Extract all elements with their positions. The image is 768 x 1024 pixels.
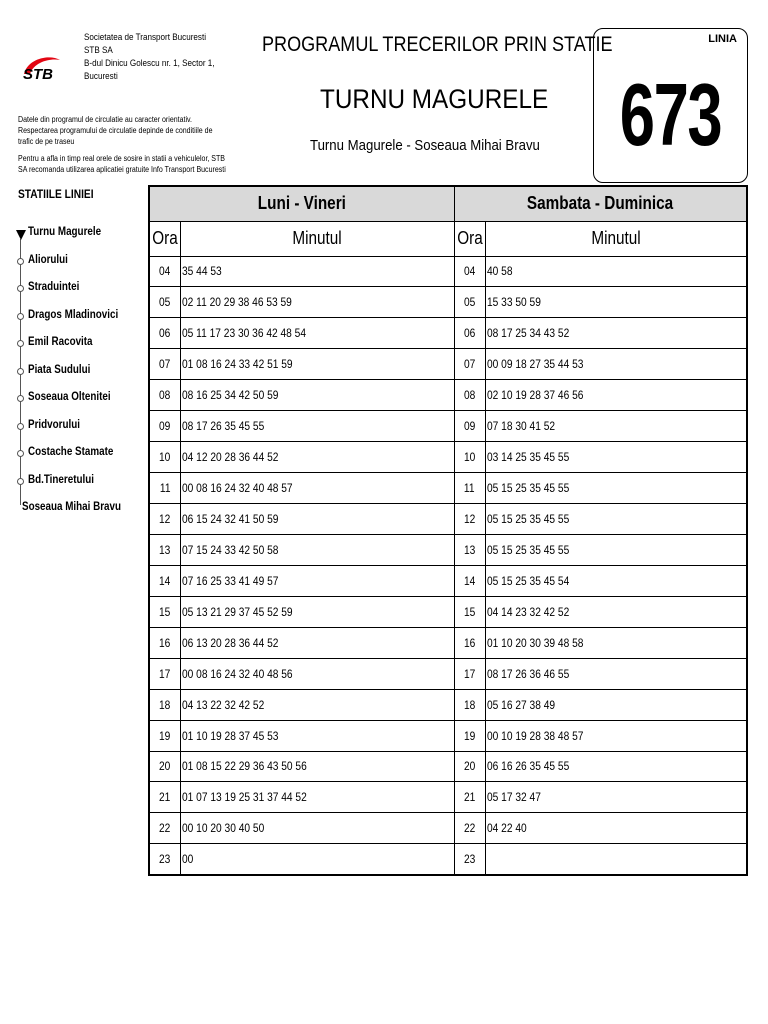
company-line: Bucuresti	[84, 71, 118, 81]
hour-cell: 09	[454, 411, 485, 442]
table-row	[149, 720, 747, 751]
table-row	[149, 442, 747, 473]
hour-cell: 12	[149, 504, 181, 535]
minutes-cell: 05 15 25 35 45 55	[485, 534, 747, 565]
hour-cell: 07	[149, 349, 181, 380]
minutes-cell: 00 08 16 24 32 40 48 57	[181, 473, 455, 504]
hour-cell: 19	[149, 720, 181, 751]
hour-cell: 21	[149, 782, 181, 813]
hour-cell: 16	[454, 627, 485, 658]
hour-column-header: Ora	[454, 221, 485, 256]
line-number-box	[593, 28, 748, 183]
minutes-cell: 05 11 17 23 30 36 42 48 54	[181, 318, 455, 349]
table-row	[149, 813, 747, 844]
weekend-header: Sambata - Duminica	[454, 186, 747, 221]
minutes-cell: 00 10 20 30 40 50	[181, 813, 455, 844]
station-item: Bd.Tineretului	[10, 469, 150, 497]
hour-cell: 18	[149, 689, 181, 720]
minutes-cell: 08 17 26 36 46 55	[485, 658, 747, 689]
minutes-cell: 07 16 25 33 41 49 57	[181, 565, 455, 596]
company-info	[84, 31, 215, 83]
stop-dot-icon	[17, 368, 24, 375]
minutes-cell: 05 15 25 35 45 55	[485, 473, 747, 504]
minutes-cell: 40 58	[485, 256, 747, 287]
minutes-cell: 00 10 19 28 38 48 57	[485, 720, 747, 751]
company-line: Societatea de Transport Bucuresti	[84, 32, 207, 42]
hour-cell: 04	[454, 256, 485, 287]
minutes-cell	[485, 844, 747, 875]
table-row	[149, 473, 747, 504]
hour-cell: 06	[454, 318, 485, 349]
station-item: Soseaua Mihai Bravu	[22, 499, 121, 513]
disclaimer-text: Pentru a afla in timp real orele de sosire in statii a vehiculelor, STB SA recomanda utilizarea aplicatiei gratuite Info Transport Bucuresti	[18, 154, 226, 174]
weekday-header: Luni - Vineri	[149, 186, 454, 221]
schedule-table	[148, 185, 748, 876]
stop-dot-icon	[17, 478, 24, 485]
hour-cell: 11	[454, 473, 485, 504]
hour-cell: 05	[454, 287, 485, 318]
minutes-cell: 08 16 25 34 42 50 59	[181, 380, 455, 411]
table-row	[149, 596, 747, 627]
station-item: Piata Sudului	[10, 359, 150, 387]
hour-cell: 15	[454, 596, 485, 627]
disclaimer-text: Datele din programul de circulatie au caracter orientativ. Respectarea programului de circulatie depinde de conditiile de trafic de pe traseu	[18, 115, 213, 146]
minutes-cell: 08 17 26 35 45 55	[181, 411, 455, 442]
minutes-cell: 05 16 27 38 49	[485, 689, 747, 720]
hour-cell: 20	[454, 751, 485, 782]
minutes-cell: 04 14 23 32 42 52	[485, 596, 747, 627]
hour-cell: 18	[454, 689, 485, 720]
minutes-cell: 15 33 50 59	[485, 287, 747, 318]
current-stop-marker-icon	[16, 230, 26, 240]
table-row	[149, 751, 747, 782]
station-item: Emil Racovita	[10, 331, 150, 359]
minutes-cell: 07 15 24 33 42 50 58	[181, 534, 455, 565]
stop-dot-icon	[17, 313, 24, 320]
minutes-cell: 01 08 16 24 33 42 51 59	[181, 349, 455, 380]
minutes-cell: 01 10 20 30 39 48 58	[485, 627, 747, 658]
hour-cell: 07	[454, 349, 485, 380]
page-title: PROGRAMUL TRECERILOR PRIN STATIE	[262, 33, 613, 56]
minutes-cell: 00 09 18 27 35 44 53	[485, 349, 747, 380]
minutes-cell: 05 13 21 29 37 45 52 59	[181, 596, 455, 627]
hour-cell: 13	[454, 534, 485, 565]
minutes-cell: 07 18 30 41 52	[485, 411, 747, 442]
hour-cell: 19	[454, 720, 485, 751]
hour-cell: 14	[149, 565, 181, 596]
stations-title: STATIILE LINIEI	[18, 187, 94, 201]
disclaimer	[18, 114, 229, 181]
line-number: 673	[619, 65, 722, 164]
table-row	[149, 318, 747, 349]
minutes-cell: 04 22 40	[485, 813, 747, 844]
minutes-cell: 05 17 32 47	[485, 782, 747, 813]
minutes-cell: 05 15 25 35 45 54	[485, 565, 747, 596]
minutes-cell: 00 08 16 24 32 40 48 56	[181, 658, 455, 689]
stop-dot-icon	[17, 423, 24, 430]
line-label: LINIA	[708, 33, 737, 45]
table-row	[149, 504, 747, 535]
station-list	[10, 221, 150, 524]
minute-column-header: Minutul	[485, 221, 747, 256]
hour-cell: 22	[454, 813, 485, 844]
table-row	[149, 256, 747, 287]
stop-dot-icon	[17, 258, 24, 265]
table-row	[149, 534, 747, 565]
minutes-cell: 02 10 19 28 37 46 56	[485, 380, 747, 411]
table-row	[149, 565, 747, 596]
stop-dot-icon	[17, 450, 24, 457]
minutes-cell: 06 13 20 28 36 44 52	[181, 627, 455, 658]
table-row	[149, 844, 747, 875]
hour-cell: 08	[149, 380, 181, 411]
stop-name: TURNU MAGURELE	[320, 84, 549, 114]
company-line: STB SA	[84, 45, 113, 55]
minutes-cell: 05 15 25 35 45 55	[485, 504, 747, 535]
station-item: Dragos Mladinovici	[10, 304, 150, 332]
station-item: Aliorului	[10, 249, 150, 277]
minutes-cell: 01 10 19 28 37 45 53	[181, 720, 455, 751]
hour-cell: 15	[149, 596, 181, 627]
station-item: Costache Stamate	[10, 441, 150, 469]
hour-cell: 22	[149, 813, 181, 844]
table-row	[149, 658, 747, 689]
hour-cell: 14	[454, 565, 485, 596]
minutes-cell: 01 08 15 22 29 36 43 50 56	[181, 751, 455, 782]
table-row	[149, 689, 747, 720]
table-row	[149, 782, 747, 813]
hour-column-header: Ora	[149, 221, 181, 256]
hour-cell: 23	[454, 844, 485, 875]
minutes-cell: 01 07 13 19 25 31 37 44 52	[181, 782, 455, 813]
hour-cell: 08	[454, 380, 485, 411]
minutes-cell: 04 13 22 32 42 52	[181, 689, 455, 720]
hour-cell: 11	[149, 473, 181, 504]
hour-cell: 10	[149, 442, 181, 473]
hour-cell: 05	[149, 287, 181, 318]
stop-dot-icon	[17, 340, 24, 347]
hour-cell: 21	[454, 782, 485, 813]
stop-dot-icon	[17, 395, 24, 402]
station-item: Pridvorului	[10, 414, 150, 442]
hour-cell: 13	[149, 534, 181, 565]
hour-cell: 20	[149, 751, 181, 782]
table-row	[149, 380, 747, 411]
stb-logo-text: STB	[23, 66, 53, 83]
company-line: B-dul Dinicu Golescu nr. 1, Sector 1,	[84, 58, 215, 68]
hour-cell: 10	[454, 442, 485, 473]
hour-cell: 16	[149, 627, 181, 658]
stop-dot-icon	[17, 285, 24, 292]
hour-cell: 09	[149, 411, 181, 442]
hour-cell: 06	[149, 318, 181, 349]
minutes-cell: 00	[181, 844, 455, 875]
stb-logo	[20, 52, 62, 86]
station-item: Soseaua Oltenitei	[10, 386, 150, 414]
minute-column-header: Minutul	[181, 221, 455, 256]
minutes-cell: 04 12 20 28 36 44 52	[181, 442, 455, 473]
minutes-cell: 06 15 24 32 41 50 59	[181, 504, 455, 535]
hour-cell: 17	[149, 658, 181, 689]
table-row	[149, 627, 747, 658]
hour-cell: 12	[454, 504, 485, 535]
minutes-cell: 35 44 53	[181, 256, 455, 287]
station-item: Turnu Magurele	[10, 221, 150, 249]
minutes-cell: 03 14 25 35 45 55	[485, 442, 747, 473]
hour-cell: 23	[149, 844, 181, 875]
minutes-cell: 06 16 26 35 45 55	[485, 751, 747, 782]
station-item: Straduintei	[10, 276, 150, 304]
table-row	[149, 287, 747, 318]
minutes-cell: 08 17 25 34 43 52	[485, 318, 747, 349]
table-row	[149, 349, 747, 380]
hour-cell: 17	[454, 658, 485, 689]
route-name: Turnu Magurele - Soseaua Mihai Bravu	[310, 137, 540, 154]
hour-cell: 04	[149, 256, 181, 287]
minutes-cell: 02 11 20 29 38 46 53 59	[181, 287, 455, 318]
table-row	[149, 411, 747, 442]
